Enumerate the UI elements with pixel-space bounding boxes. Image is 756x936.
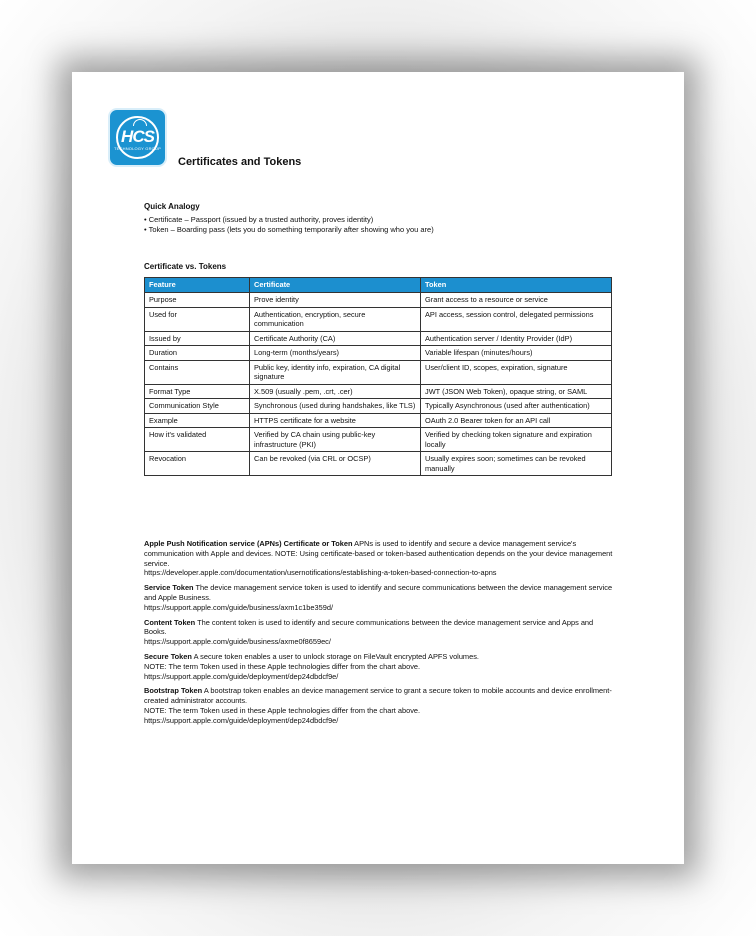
note-link[interactable]: https://support.apple.com/guide/deployment/dep24dbdcf9e/ (144, 671, 339, 681)
table-row (145, 307, 612, 331)
analogy-heading: Quick Analogy (144, 202, 200, 211)
table-cell: Revocation (145, 452, 250, 476)
note-paragraph (144, 539, 614, 578)
logo-mark: HCS (121, 127, 154, 146)
note-link[interactable]: https://support.apple.com/guide/deployment/dep24dbdcf9e/ (144, 715, 339, 725)
table-cell: Issued by (145, 331, 250, 346)
table-cell: Duration (145, 346, 250, 361)
column-header: Feature (145, 278, 250, 293)
note-text: A secure token enables a user to unlock storage on FileVault encrypted APFS volumes. NOTE: The term Token used in these Apple technologies differ from the chart above. (144, 651, 479, 671)
table-row (145, 346, 612, 361)
wifi-icon (133, 119, 147, 126)
table-cell: Public key, identity info, expiration, CA digital signature (250, 360, 421, 384)
table-cell: User/client ID, scopes, expiration, signature (421, 360, 612, 384)
analogy-list (144, 215, 434, 235)
note-link[interactable]: https://support.apple.com/guide/business/axme0f8659ec/ (144, 637, 331, 647)
analogy-item: • Token – Boarding pass (lets you do something temporarily after showing who you are) (144, 225, 434, 234)
note-term: Bootstrap Token (144, 686, 203, 696)
table-cell: Grant access to a resource or service (421, 293, 612, 308)
table-cell: Purpose (145, 293, 250, 308)
table-cell: Typically Asynchronous (used after authentication) (421, 399, 612, 414)
table-cell: Verified by checking token signature and expiration locally (421, 428, 612, 452)
table-header-row (145, 278, 612, 293)
table-cell: JWT (JSON Web Token), opaque string, or SAML (421, 384, 612, 399)
note-term: Apple Push Notification service (APNs) Certificate or Token (144, 539, 353, 548)
table-cell: Certificate Authority (CA) (250, 331, 421, 346)
table-cell: OAuth 2.0 Bearer token for an API call (421, 413, 612, 428)
table-cell: Example (145, 413, 250, 428)
table-row (145, 428, 612, 452)
note-text: A bootstrap token enables an device management service to grant a secure token to mobile accounts and device enrollment-created administrator accounts. NOTE: The term Token used in these Apple technologies differ from the chart above. (144, 686, 612, 715)
note-paragraph (144, 618, 614, 647)
table-cell: Synchronous (used during handshakes, like TLS) (250, 399, 421, 414)
note-term: Content Token (144, 617, 196, 627)
table-cell: HTTPS certificate for a website (250, 413, 421, 428)
note-paragraph (144, 652, 614, 681)
comparison-table (144, 277, 612, 476)
notes-section (144, 539, 614, 731)
note-term: Secure Token (144, 651, 192, 661)
table-cell: API access, session control, delegated permissions (421, 307, 612, 331)
table-cell: X.509 (usually .pem, .crt, .cer) (250, 384, 421, 399)
table-cell: Long-term (months/years) (250, 346, 421, 361)
note-text: APNs is used to identify and secure a device management service's communication with Apple and devices. NOTE: Using certificate-based or token-based authentication depends on the your device management service. (144, 539, 613, 568)
note-text: The device management service token is used to identify and secure communications between the device management service and Apple Business. (144, 583, 613, 602)
table-cell: Verified by CA chain using public-key infrastructure (PKI) (250, 428, 421, 452)
note-link[interactable]: https://support.apple.com/guide/business/axm1c1be359d/ (144, 602, 333, 612)
table-cell: Used for (145, 307, 250, 331)
table-row (145, 384, 612, 399)
note-paragraph (144, 686, 614, 725)
table-row (145, 360, 612, 384)
table-row (145, 452, 612, 476)
table-heading: Certificate vs. Tokens (144, 262, 227, 271)
table-cell: Format Type (145, 384, 250, 399)
table-cell: Contains (145, 360, 250, 384)
company-logo (108, 108, 167, 167)
table-cell: How it's validated (145, 428, 250, 452)
note-link[interactable]: https://developer.apple.com/documentation/usernotifications/establishing-a-token-based-connection-to-apns (144, 568, 497, 578)
table-row (145, 331, 612, 346)
column-header: Certificate (250, 278, 421, 293)
analogy-item: • Certificate – Passport (issued by a trusted authority, proves identity) (144, 215, 374, 224)
table-cell: Can be revoked (via CRL or OCSP) (250, 452, 421, 476)
note-text: The content token is used to identify and secure communications between the device management service and Apps and Books. (144, 617, 594, 637)
comparison-table-wrap (144, 277, 612, 476)
table-cell: Authentication, encryption, secure communication (250, 307, 421, 331)
document-page (72, 72, 684, 864)
table-cell: Communication Style (145, 399, 250, 414)
table-cell: Variable lifespan (minutes/hours) (421, 346, 612, 361)
note-term: Service Token (144, 583, 194, 593)
logo-subtitle: TECHNOLOGY GROUP (114, 146, 161, 151)
table-cell: Usually expires soon; sometimes can be revoked manually (421, 452, 612, 476)
note-paragraph (144, 583, 614, 612)
table-cell: Authentication server / Identity Provider (IdP) (421, 331, 612, 346)
table-cell: Prove identity (250, 293, 421, 308)
table-row (145, 413, 612, 428)
table-row (145, 293, 612, 308)
column-header: Token (421, 278, 612, 293)
table-row (145, 399, 612, 414)
page-title: Certificates and Tokens (178, 156, 302, 168)
table-body (145, 293, 612, 476)
